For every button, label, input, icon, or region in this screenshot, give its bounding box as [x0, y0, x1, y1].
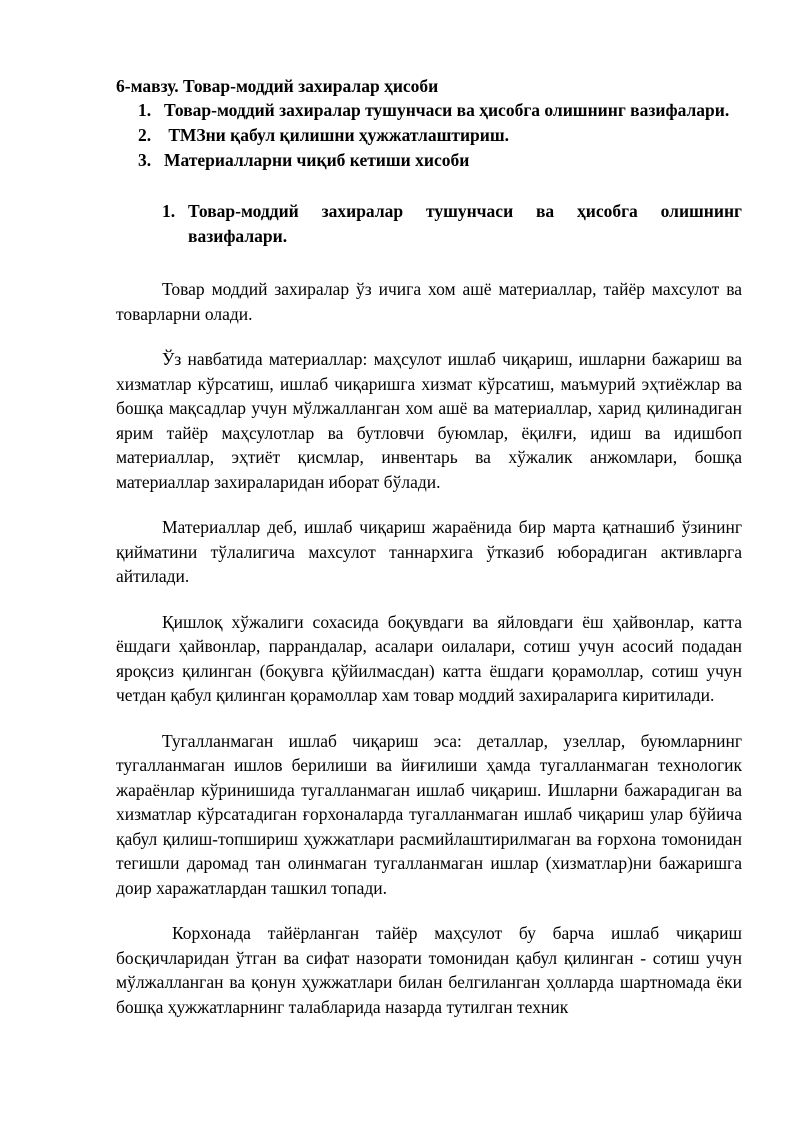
toc-item-text: ТМЗни қабул қилишни ҳужжатлаштириш.	[164, 125, 510, 145]
page-title: 6-мавзу. Товар-моддий захиралар ҳисоби	[116, 76, 439, 96]
paragraph: Тугалланмаган ишлаб чиқариш эса: деталлар, узеллар, буюмларнинг тугалланмаган ишлов берилиши ва йиғилиши ҳамда тугалланмаган технологик жараёнлар кўринишида тугалланмаган ишлаб чиқариш. Ишларни бажарадиган ва хизматлар кўрсатадиган ғорхоналарда тугалланмаган ишлаб чиқариш улар бўйича қабул қилиш-топшириш ҳужжатлари расмийлаштирилмаган ва ғорхона томонидан тегишли даромад тан олинмаган тугалланмаган ишлар (хизматлар)ни бажаришга доир харажатлардан ташкил топади.	[116, 730, 742, 898]
paragraph: Қишлоқ хўжалиги сохасида боқувдаги ва яйловдаги ёш ҳайвонлар, катта ёшдаги ҳайвонлар, паррандалар, асалари оилалари, сотиш учун асосий подадан яроқсиз қилинган (боқувга қўйилмасдан) катта ёшдаги қорамоллар, сотиш учун четдан қабул қилинган қорамоллар хам товар моддий захираларига киритилади.	[116, 611, 742, 705]
toc-item	[116, 148, 742, 173]
paragraph: Товар моддий захиралар ўз ичига хом ашё материаллар, тайёр махсулот ва товарларни олади.	[116, 279, 742, 324]
section-heading-text: Товар-моддий захиралар тушунчаси ва ҳисобга олишнинг вазифалари.	[188, 201, 742, 246]
section-heading	[116, 199, 742, 249]
toc-item-number: 3.	[138, 150, 152, 170]
toc-item-number: 1.	[138, 100, 152, 120]
paragraph: Ўз навбатида материаллар: маҳсулот ишлаб чиқариш, ишларни бажариш ва хизматлар кўрсатиш, ишлаб чиқаришга хизмат кўрсатиш, маъмурий эҳтиёжлар ва бошқа мақсадлар учун мўлжалланган хом ашё ва материаллар, харид қилинадиган ярим тайёр маҳсулотлар ва бутловчи буюмлар, ёқилғи, идиш ва идишбоп материаллар, эҳтиёт қисмлар, инвентарь ва хўжалик анжомлари, бошқа материаллар захираларидан иборат бўлади.	[116, 349, 742, 492]
paragraph: Корхонада тайёрланган тайёр маҳсулот бу барча ишлаб чиқариш босқичларидан ўтган ва сифат назорати томонидан қабул қилинган - сотиш учун мўлжалланган ва қонун ҳужжатлари билан белгиланган ҳолларда шартномада ёки бошқа ҳужжатларнинг талабларида назарда тутилган техник	[116, 923, 742, 1017]
toc-item	[116, 123, 742, 148]
toc-item-text: Материалларни чиқиб кетиши хисоби	[164, 150, 470, 170]
toc-item	[116, 98, 742, 123]
toc-item-text: Товар-моддий захиралар тушунчаси ва ҳисобга олишнинг вазифалари.	[164, 100, 730, 120]
table-of-contents	[116, 98, 742, 173]
paragraph: Материаллар деб, ишлаб чиқариш жараёнида бир марта қатнашиб ўзининг қийматини тўлалигича махсулот таннархига ўтказиб юборадиган активларга айтилади.	[116, 517, 742, 586]
document-page	[116, 70, 742, 1019]
toc-item-number: 2.	[138, 125, 152, 145]
section-heading-number: 1.	[162, 201, 176, 221]
